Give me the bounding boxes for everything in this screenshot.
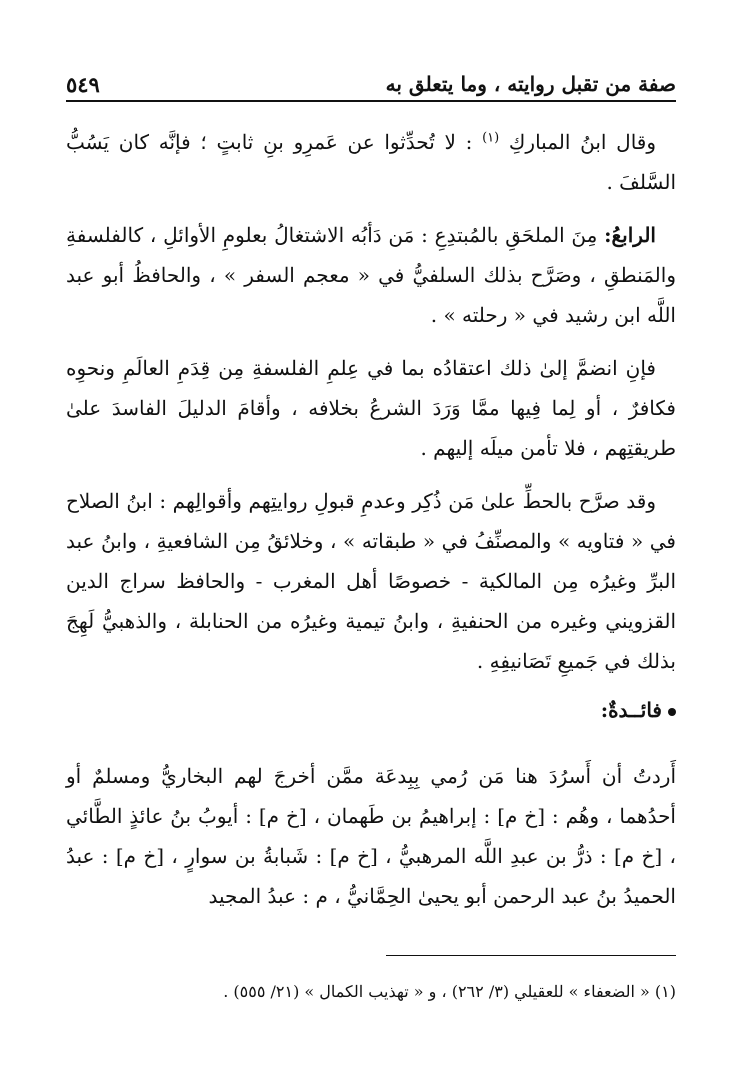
paragraph-text: أَردتُ أن أَسرُدَ هنا مَن رُمي بِبِدعَة ممَّن أخرجَ لهم البخاريُّ ومسلمٌ أو أحدُهما ، وهُم : [خ م] : إبراهيمُ بن طَهمان ، [خ م] : أيوبُ بنُ عائذٍ الطَّائي ، [خ م] : ذرُّ بن عبدِ اللَّه المرهبيُّ ، [خ م] : شَبابةُ بن سوارٍ ، [خ م] : عبدُ الحميدُ بنُ عبد الرحمن أبو يحيىٰ الحِمَّانيُّ ، م : عبدُ المجيد [66,764,676,908]
footnote-text: (١) « الضعفاء » للعقيلي (٣/ ٢٦٢) ، و « تهذيب الكمال » (٢١/ ٥٥٥) . [223,982,676,1001]
footnote [66,978,676,1006]
paragraph-philosophy [66,348,676,468]
paragraph-text-before: وقال ابنُ المباركِ [508,130,657,154]
running-header [66,66,676,102]
paragraph-ibn-mubarak [66,122,676,202]
paragraph-text: فإنِ انضمَّ إلىٰ ذلك اعتقادُه بما في عِلمِ الفلسفةِ مِن قِدَمِ العالَمِ ونحوِه فكافرٌ ، أو لِما فِيها ممَّا وَرَدَ الشرعُ بخلافه ، وأقامَ الدليلَ الفاسدَ علىٰ طريقتِهم ، فلا تأمن ميلَه إليهم . [66,356,676,460]
page-number: ٥٤٩ [66,72,100,97]
footnote-reference[interactable]: (١) [482,130,500,146]
main-text [66,122,676,929]
paragraph-text: مِنَ الملحَقِ بالمُبتدِعِ : مَن دَأبُه الاشتغالُ بعلومِ الأوائلِ ، كالفلسفةِ والمَنطقِ ، وصَرَّح بذلك السلفيُّ في « معجم السفر » ، والحافظُ أبو عبد اللَّه ابن رشيد في « رحلته » . [66,223,676,327]
bullet-icon [668,708,676,716]
paragraph-text: وقد صرَّح بالحطِّ علىٰ مَن ذُكِر وعدمِ قبولِ روايتِهم وأقوالِهم : ابنُ الصلاح في « فتاويه » والمصنِّفُ في « طبقاته » ، وخلائقُ مِن الشافعيةِ ، وابنُ عبد البرِّ وغيرُه مِن المالكية - خصوصًا أهل المغرب - والحافظ سراج الدين القزويني وغيره من الحنفيةِ ، وابنُ تيمية وغيرُه من الحنابلة ، والذهبيُّ لَهِجَ بذلك في جَميعِ تَصَانيفِهِ . [66,489,676,673]
paragraph-faida [66,756,676,916]
paragraph-text-after: : لا تُحدِّثوا عن عَمرِو بنِ ثابتٍ ؛ فإنَّه كان يَسُبُّ السَّلفَ . [66,130,676,194]
paragraph-critics [66,481,676,681]
paragraph-fourth [66,215,676,335]
footnote-divider [386,955,676,956]
section-heading-faida [66,690,676,730]
faida-label: فائــدةٌ: [600,698,662,722]
header-title: صفة من تقبل روايته ، وما يتعلق به [385,72,676,96]
paragraph-lead: الرابعُ: [604,223,656,247]
